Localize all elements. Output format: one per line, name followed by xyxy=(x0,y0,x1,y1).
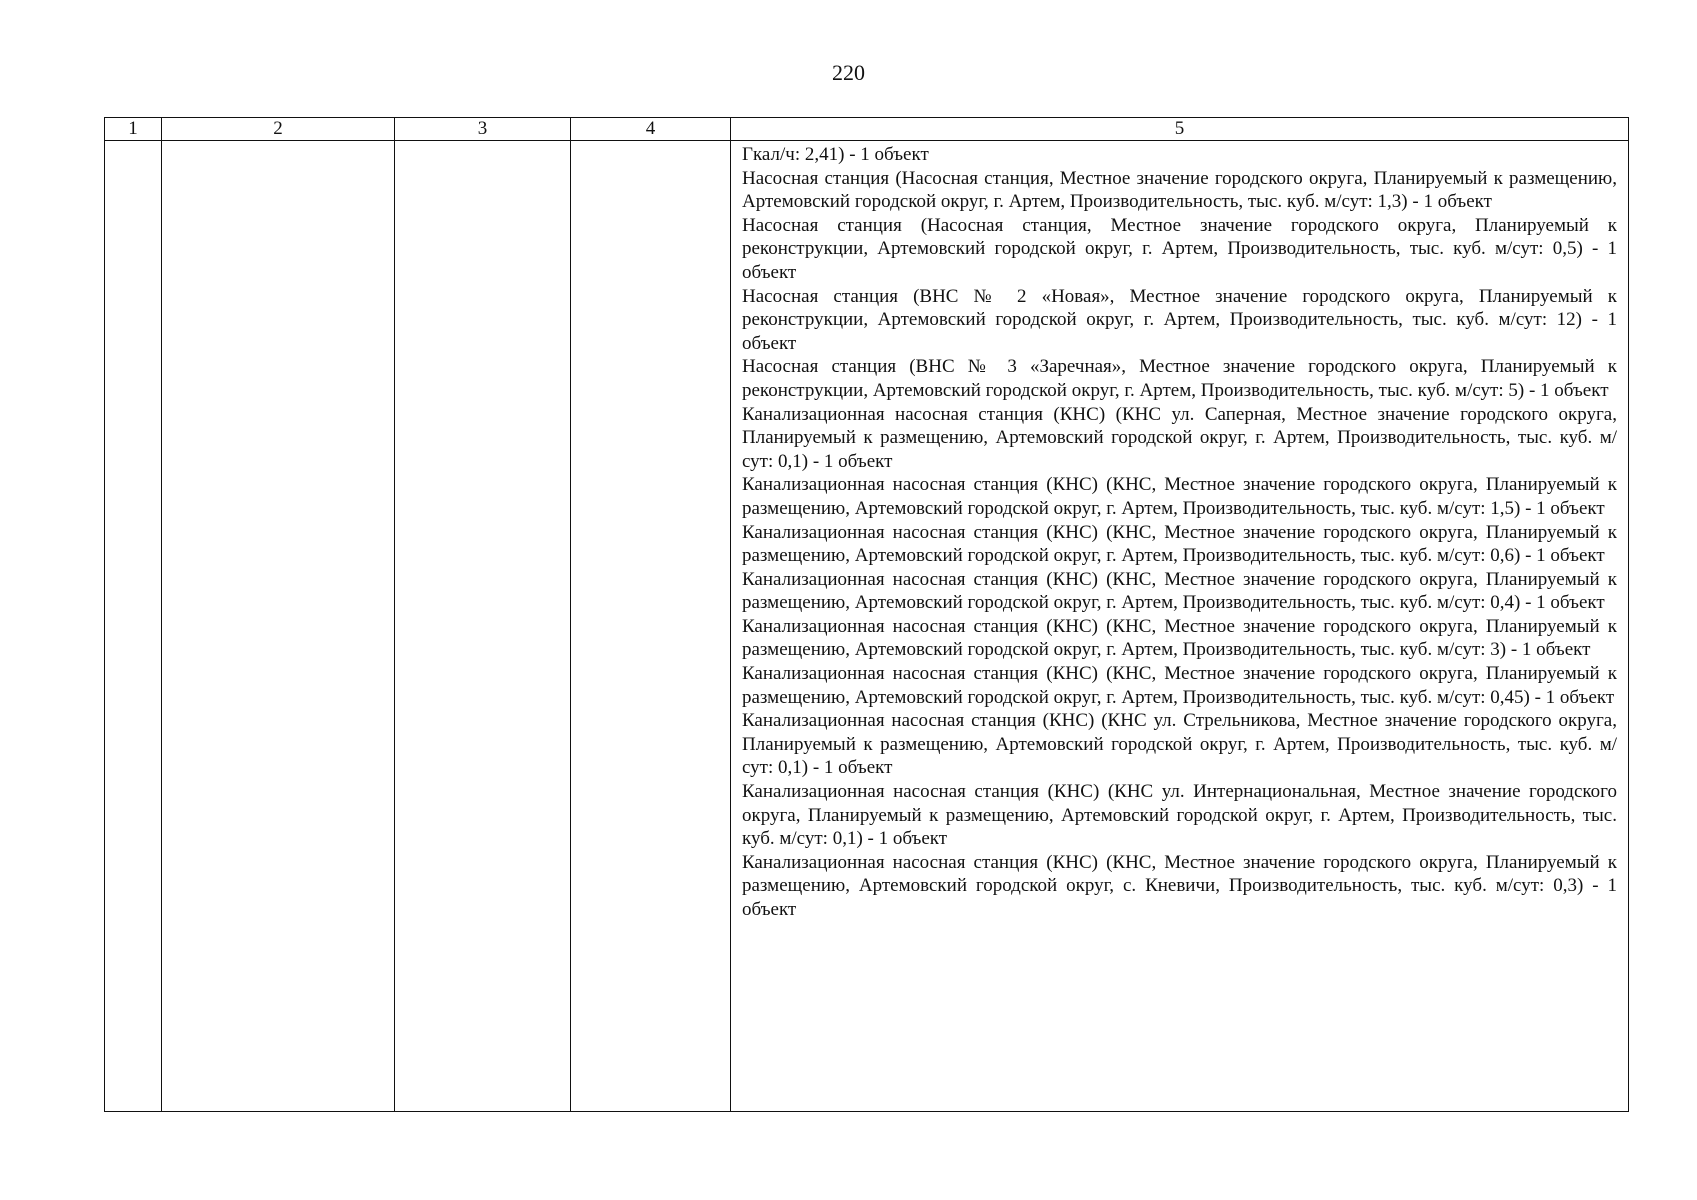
cell-column-1 xyxy=(105,141,162,1112)
list-item: Насосная станция (ВНС № 2 «Новая», Местное значение городского округа, Планируемый к реконструкции, Артемовский городской округ, г. Артем, Производительность, тыс. куб. м/сут: 12) - 1 объект xyxy=(742,285,1617,354)
table-header-row xyxy=(105,118,1629,141)
document-table xyxy=(104,117,1629,1112)
cell-column-2 xyxy=(162,141,395,1112)
list-item: Канализационная насосная станция (КНС) (КНС, Местное значение городского округа, Планируемый к размещению, Артемовский городской округ, г. Артем, Производительность, тыс. куб. м/сут: 3) - 1 объект xyxy=(742,615,1617,661)
column-5-content xyxy=(731,141,1628,922)
list-item: Канализационная насосная станция (КНС) (КНС, Местное значение городского округа, Планируемый к размещению, Артемовский городской округ, с. Кневичи, Производительность, тыс. куб. м/сут: 0,3) - 1 объект xyxy=(742,851,1617,920)
list-item: Насосная станция (Насосная станция, Местное значение городского округа, Планируемый к реконструкции, Артемовский городской округ, г. Артем, Производительность, тыс. куб. м/сут: 0,5) - 1 объект xyxy=(742,214,1617,283)
list-item: Насосная станция (ВНС № 3 «Заречная», Местное значение городского округа, Планируемый к реконструкции, Артемовский городской округ, г. Артем, Производительность, тыс. куб. м/сут: 5) - 1 объект xyxy=(742,356,1617,401)
column-header-4: 4 xyxy=(571,118,731,141)
table-row xyxy=(105,141,1629,1112)
cell-column-4 xyxy=(571,141,731,1112)
list-item: Гкал/ч: 2,41) - 1 объект xyxy=(742,144,929,165)
list-item: Канализационная насосная станция (КНС) (КНС, Местное значение городского округа, Планируемый к размещению, Артемовский городской округ, г. Артем, Производительность, тыс. куб. м/сут: 1,5) - 1 объект xyxy=(742,474,1617,519)
list-item: Канализационная насосная станция (КНС) (КНС, Местное значение городского округа, Планируемый к размещению, Артемовский городской округ, г. Артем, Производительность, тыс. куб. м/сут: 0,4) - 1 объект xyxy=(742,568,1617,614)
list-item: Канализационная насосная станция (КНС) (КНС ул. Стрельникова, Местное значение городского округа, Планируемый к размещению, Артемовский городской округ, г. Артем, Производительность, тыс. куб. м/сут: 0,1) - 1 объект xyxy=(742,710,1617,779)
list-item: Канализационная насосная станция (КНС) (КНС, Местное значение городского округа, Планируемый к размещению, Артемовский городской округ, г. Артем, Производительность, тыс. куб. м/сут: 0,6) - 1 объект xyxy=(742,521,1617,567)
list-item: Канализационная насосная станция (КНС) (КНС, Местное значение городского округа, Планируемый к размещению, Артемовский городской округ, г. Артем, Производительность, тыс. куб. м/сут: 0,45) - 1 объект xyxy=(742,663,1617,708)
column-header-3: 3 xyxy=(395,118,571,141)
cell-column-5 xyxy=(731,141,1629,1112)
list-item: Канализационная насосная станция (КНС) (КНС ул. Интернациональная, Местное значение городского округа, Планируемый к размещению, Артемовский городской округ, г. Артем, Производительность, тыс. куб. м/сут: 0,1) - 1 объект xyxy=(742,781,1617,850)
list-item: Канализационная насосная станция (КНС) (КНС ул. Саперная, Местное значение городского округа, Планируемый к размещению, Артемовский городской округ, г. Артем, Производительность, тыс. куб. м/сут: 0,1) - 1 объект xyxy=(742,403,1617,472)
cell-column-3 xyxy=(395,141,571,1112)
column-header-2: 2 xyxy=(162,118,395,141)
column-header-1: 1 xyxy=(105,118,162,141)
list-item: Насосная станция (Насосная станция, Местное значение городского округа, Планируемый к размещению, Артемовский городской округ, г. Артем, Производительность, тыс. куб. м/сут: 1,3) - 1 объект xyxy=(742,167,1617,213)
page-number: 220 xyxy=(832,60,865,85)
column-header-5: 5 xyxy=(731,118,1629,141)
